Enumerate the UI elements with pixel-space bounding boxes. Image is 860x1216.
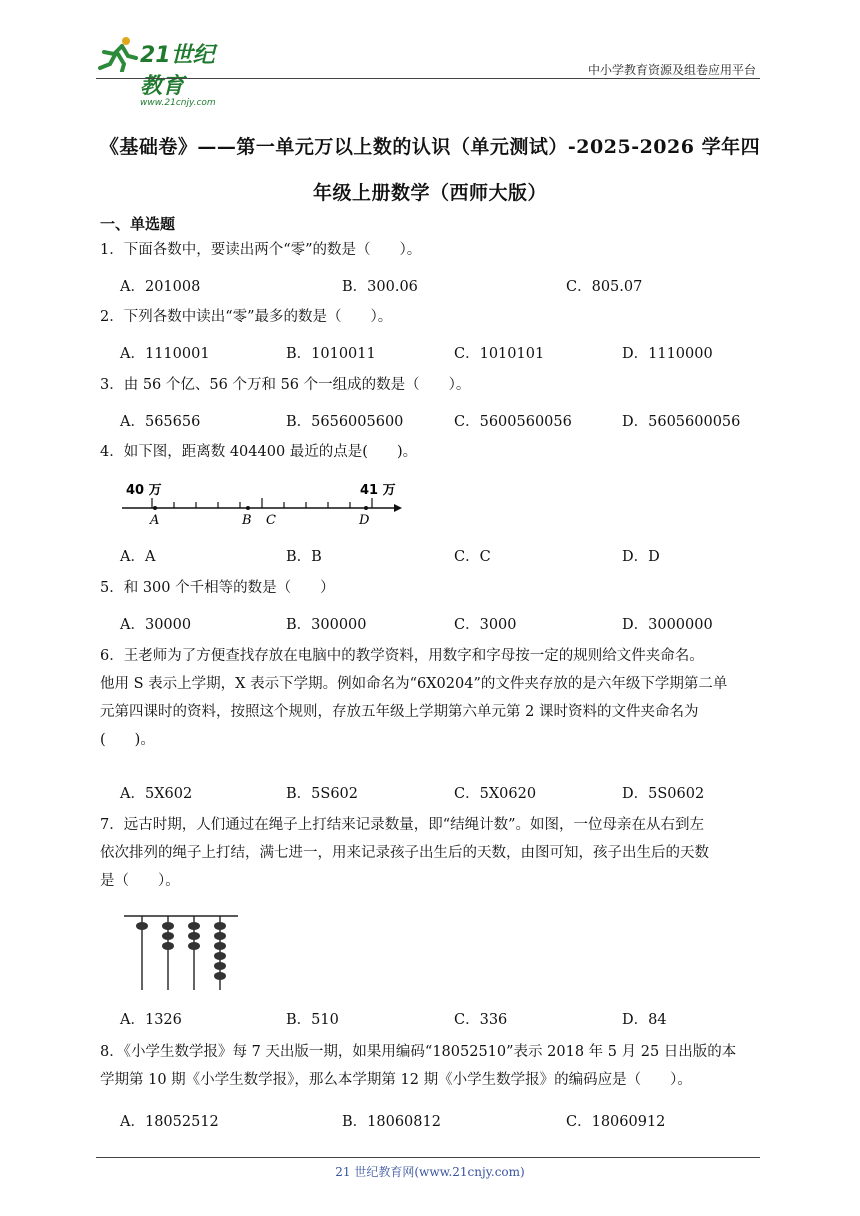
question-7-line2: 依次排列的绳子上打结，满七进一，用来记录孩子出生后的天数，由图可知，孩子出生后的天数 — [100, 845, 709, 861]
option-a[interactable]: A．18052512 — [120, 1114, 219, 1130]
question-6 — [100, 642, 764, 754]
option-b[interactable]: B．300.06 — [342, 279, 418, 295]
question-8-line1: 8．《小学生数学报》每 7 天出版一期，如果用编码“18052510”表示 2018 年 5 月 25 日出版的本 — [100, 1044, 737, 1060]
option-d[interactable]: D．1110000 — [622, 346, 713, 362]
option-b[interactable]: B．300000 — [286, 617, 367, 633]
logo-url: www.21cnjy.com — [140, 98, 216, 108]
number-line-left-label: 40 万 — [126, 483, 162, 498]
option-a[interactable]: A．1110001 — [120, 346, 210, 362]
question-4: 4．如下图，距离数 404400 最近的点是( )。 — [100, 444, 418, 460]
option-c[interactable]: C．C — [454, 549, 491, 565]
option-b[interactable]: B．B — [286, 549, 322, 565]
question-5: 5．和 300 个千相等的数是（ ） — [100, 580, 335, 596]
footer-link[interactable]: 21 世纪教育网(www.21cnjy.com) — [335, 1165, 525, 1179]
logo-title: 21世纪教育 — [140, 43, 215, 99]
knotted-rope-figure — [124, 912, 240, 994]
number-line-ticks — [152, 498, 372, 508]
question-1-options — [120, 275, 760, 299]
section-heading: 一、单选题 — [100, 215, 176, 233]
question-6-line3: 元第四课时的资料，按照这个规则，存放五年级上学期第六单元第 2 课时资料的文件夹命名为 — [100, 704, 699, 720]
number-line-arrow — [394, 504, 402, 512]
option-b[interactable]: B．1010011 — [286, 346, 376, 362]
option-a[interactable]: A．A — [120, 549, 156, 565]
question-7-line1: 7．远古时期，人们通过在绳子上打结来记录数量，即“结绳计数”。如图，一位母亲在从右到左 — [100, 817, 705, 833]
option-c[interactable]: C．18060912 — [566, 1114, 666, 1130]
option-c[interactable]: C．1010101 — [454, 346, 545, 362]
option-c[interactable]: C．336 — [454, 1012, 508, 1028]
option-a[interactable]: A．201008 — [120, 279, 201, 295]
point-c-label: C — [266, 513, 276, 528]
question-2-options — [120, 342, 760, 366]
question-6-line1: 6．王老师为了方便查找存放在电脑中的教学资料，用数字和字母按一定的规则给文件夹命名。 — [100, 648, 704, 664]
option-d[interactable]: D．D — [622, 549, 660, 565]
option-c[interactable]: C．805.07 — [566, 279, 643, 295]
option-a[interactable]: A．1326 — [120, 1012, 182, 1028]
point-d-label: D — [359, 513, 370, 528]
point-d-dot — [364, 506, 368, 510]
number-line-figure — [118, 478, 408, 528]
question-7-line3: 是（ ）。 — [100, 873, 180, 889]
point-a-dot — [153, 506, 157, 510]
option-b[interactable]: B．510 — [286, 1012, 339, 1028]
option-d[interactable]: D．5605600056 — [622, 414, 741, 430]
number-line-right-label: 41 万 — [360, 483, 396, 498]
page-title-line1: 《基础卷》——第一单元万以上数的认识（单元测试）-2025-2026 学年四 — [99, 136, 761, 158]
page-title-line2: 年级上册数学（西师大版） — [312, 182, 547, 204]
option-b[interactable]: B．18060812 — [342, 1114, 441, 1130]
option-d[interactable]: D．3000000 — [622, 617, 713, 633]
question-8-line2: 学期第 10 期《小学生数学报》，那么本学期第 12 期《小学生数学报》的编码应是（ ）。 — [100, 1072, 692, 1088]
point-b-dot — [246, 506, 250, 510]
option-d[interactable]: D．5S0602 — [622, 786, 705, 802]
header-tagline: 中小学教育资源及组卷应用平台 — [587, 63, 756, 77]
question-3: 3．由 56 个亿、56 个万和 56 个一组成的数是（ ）。 — [100, 377, 471, 393]
question-7 — [100, 811, 764, 895]
question-3-options — [120, 410, 760, 434]
option-c[interactable]: C．5600560056 — [454, 414, 572, 430]
question-6-line2: 他用 S 表示上学期，X 表示下学期。例如命名为“6X0204”的文件夹存放的是六年级下学期第二单 — [100, 676, 728, 692]
question-8-options — [120, 1110, 760, 1134]
question-4-options — [120, 545, 760, 569]
option-b[interactable]: B．5S602 — [286, 786, 358, 802]
point-a-label: A — [150, 513, 160, 528]
option-a[interactable]: A．5X602 — [120, 786, 193, 802]
logo — [96, 36, 216, 108]
question-6-line4: ( )。 — [100, 732, 155, 748]
header-divider — [96, 78, 760, 79]
point-b-label: B — [242, 513, 252, 528]
question-6-options — [120, 782, 760, 806]
page-header — [96, 28, 760, 108]
option-a[interactable]: A．565656 — [120, 414, 201, 430]
option-d[interactable]: D．84 — [622, 1012, 667, 1028]
question-2: 2．下列各数中读出“零”最多的数是（ ）。 — [100, 309, 393, 325]
question-8 — [100, 1038, 764, 1094]
runner-logo-icon — [96, 36, 142, 72]
question-5-options — [120, 613, 760, 637]
option-a[interactable]: A．30000 — [120, 617, 192, 633]
option-b[interactable]: B．5656005600 — [286, 414, 404, 430]
footer-divider — [96, 1157, 760, 1158]
option-c[interactable]: C．5X0620 — [454, 786, 537, 802]
option-c[interactable]: C．3000 — [454, 617, 517, 633]
question-7-options — [120, 1008, 760, 1032]
question-1: 1．下面各数中，要读出两个“零”的数是（ ）。 — [100, 242, 422, 258]
